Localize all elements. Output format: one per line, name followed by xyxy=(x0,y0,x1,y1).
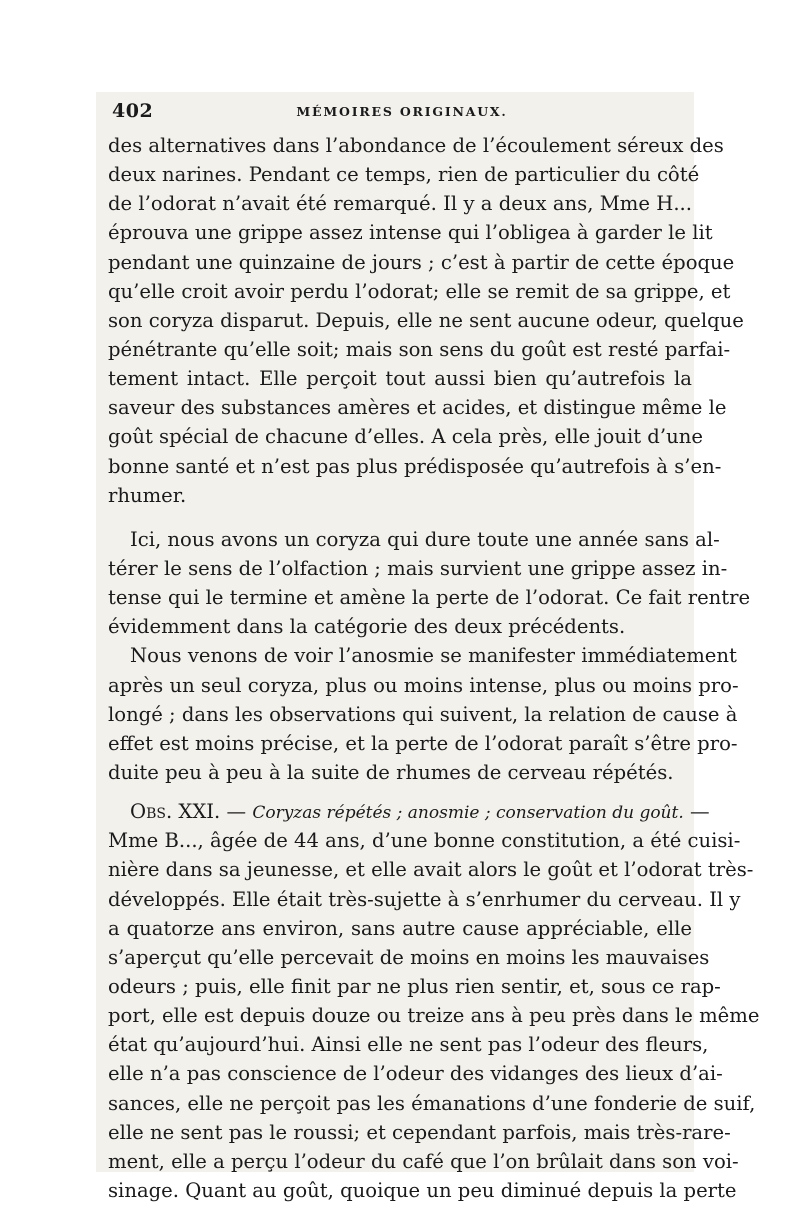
text-line: pénétrante qu’elle soit; mais son sens du goût est resté parfai- xyxy=(108,337,731,361)
observation-dash-end: — xyxy=(683,800,710,824)
paragraph-1 xyxy=(108,131,744,510)
text-line: tense qui le termine et amène la perte de l’odorat. Ce fait rentre xyxy=(108,586,751,610)
text-line: après un seul coryza, plus ou moins intense, plus ou moins pro- xyxy=(108,673,739,697)
text-line: elle ne sent pas le roussi; et cependant parfois, mais très-rare- xyxy=(108,1120,731,1144)
text-line: deux narines. Pendant ce temps, rien de particulier du côté xyxy=(108,163,700,187)
observation-dash: — xyxy=(220,800,253,824)
page-number: 402 xyxy=(112,100,154,122)
text-line: duite peu à peu à la suite de rhumes de cerveau répétés. xyxy=(108,760,674,784)
text-line: état qu’aujourd’hui. Ainsi elle ne sent pas l’odeur des fleurs, xyxy=(108,1033,709,1057)
text-line: son coryza disparut. Depuis, elle ne sent aucune odeur, quelque xyxy=(108,308,744,332)
text-line: sances, elle ne perçoit pas les émanations d’une fonderie de suif, xyxy=(108,1091,756,1115)
text-line: sinage. Quant au goût, quoique un peu diminué depuis la perte xyxy=(108,1178,737,1202)
text-line: longé ; dans les observations qui suivent, la relation de cause à xyxy=(108,702,738,726)
text-line: pendant une quinzaine de jours ; c’est à partir de cette époque xyxy=(108,250,735,274)
text-line: térer le sens de l’olfaction ; mais survient une grippe assez in- xyxy=(108,556,728,580)
text-line: saveur des substances amères et acides, et distingue même le xyxy=(108,396,727,420)
paragraph-2 xyxy=(108,525,751,642)
observation-xxi xyxy=(108,797,760,1205)
text-line: a quatorze ans environ, sans autre cause appréciable, elle xyxy=(108,916,692,940)
text-line: tement intact. Elle perçoit tout aussi bien qu’autrefois la xyxy=(108,367,692,391)
running-head: MÉMOIRES ORIGINAUX. xyxy=(296,104,508,119)
text-line: s’aperçut qu’elle percevait de moins en moins les mauvaises xyxy=(108,945,710,969)
text-line: odeurs ; puis, elle finit par ne plus rien sentir, et, sous ce rap- xyxy=(108,974,721,998)
text-line: des alternatives dans l’abondance de l’écoulement séreux des xyxy=(108,134,724,157)
text-line: Ici, nous avons un coryza qui dure toute une année sans al- xyxy=(130,527,720,551)
body-text xyxy=(108,131,760,1205)
text-line: bonne santé et n’est pas plus prédisposée qu’autrefois à s’en- xyxy=(108,454,722,478)
paragraph-gap xyxy=(108,510,692,525)
text-line: nière dans sa jeunesse, et elle avait alors le goût et l’odorat très- xyxy=(108,858,754,882)
text-line: port, elle est depuis douze ou treize ans à peu près dans le même xyxy=(108,1004,760,1028)
text-line: rhumer. xyxy=(108,483,187,507)
text-line: développés. Elle était très-sujette à s’enrhumer du cerveau. Il y xyxy=(108,887,741,911)
paragraph-gap xyxy=(108,787,692,797)
text-line: Nous venons de voir l’anosmie se manifester immédiatement xyxy=(130,644,737,668)
text-line: goût spécial de chacune d’elles. A cela près, elle jouit d’une xyxy=(108,425,703,449)
observation-heading xyxy=(108,797,710,826)
text-line: Mme B..., âgée de 44 ans, d’une bonne constitution, a été cuisi- xyxy=(108,829,741,853)
text-line: ment, elle a perçu l’odeur du café que l’on brûlait dans son voi- xyxy=(108,1149,739,1173)
page-header xyxy=(112,100,692,124)
text-line: évidemment dans la catégorie des deux précédents. xyxy=(108,615,626,639)
text-line: effet est moins précise, et la perte de l’odorat paraît s’être pro- xyxy=(108,731,738,755)
paragraph-3 xyxy=(108,641,739,787)
text-line: qu’elle croit avoir perdu l’odorat; elle se remit de sa grippe, et xyxy=(108,279,731,303)
text-line: éprouva une grippe assez intense qui l’obligea à garder le lit xyxy=(108,221,713,245)
observation-label: Obs. XXI. xyxy=(130,800,221,824)
observation-subject: Coryzas répétés ; anosmie ; conservation du goût. xyxy=(252,803,684,824)
text-line: elle n’a pas conscience de l’odeur des vidanges des lieux d’ai- xyxy=(108,1062,723,1086)
text-line: de l’odorat n’avait été remarqué. Il y a deux ans, Mme H... xyxy=(108,192,692,216)
